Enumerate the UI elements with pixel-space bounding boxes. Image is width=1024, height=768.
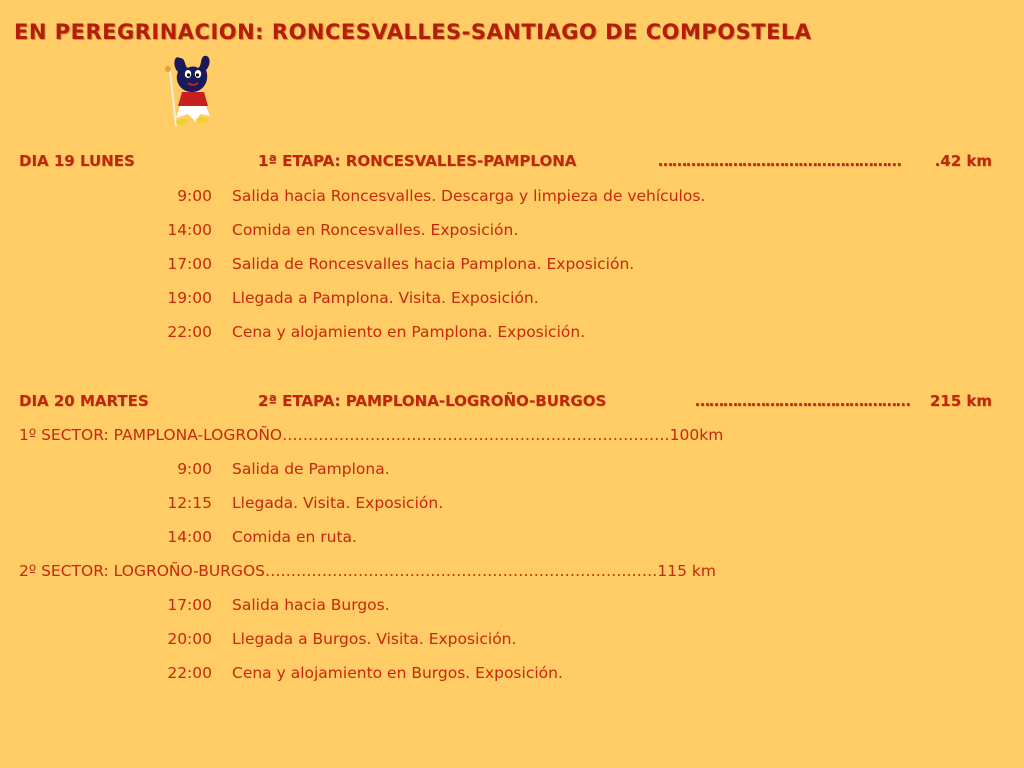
event-desc: Comida en Roncesvalles. Exposición.	[232, 221, 519, 239]
event-desc: Salida hacia Burgos.	[232, 596, 390, 614]
day-2-leader: ……………………………….………	[695, 392, 910, 410]
event-desc: Llegada a Pamplona. Visita. Exposición.	[232, 289, 539, 307]
day-1-leader: ………………………….…………………	[658, 152, 901, 170]
schedule-row	[0, 596, 1024, 620]
schedule-row	[0, 187, 1024, 211]
day-1-km: .42 km	[934, 152, 992, 170]
event-desc: Salida de Pamplona.	[232, 460, 390, 478]
sector-1-header	[0, 426, 1024, 450]
day-1-header	[0, 152, 1024, 176]
event-time: 20:00	[167, 630, 212, 648]
event-desc: Salida de Roncesvalles hacia Pamplona. Exposición.	[232, 255, 635, 273]
sector-2-header	[0, 562, 1024, 586]
schedule-row	[0, 323, 1024, 347]
event-desc: Cena y alojamiento en Burgos. Exposición.	[232, 664, 563, 682]
day-2-km: 215 km	[929, 392, 992, 410]
schedule-row	[0, 494, 1024, 518]
event-time: 9:00	[177, 187, 212, 205]
day-2-label: DIA 20 MARTES	[19, 392, 149, 410]
schedule-row	[0, 630, 1024, 654]
event-time: 17:00	[167, 596, 212, 614]
event-desc: Comida en ruta.	[232, 528, 357, 546]
event-time: 19:00	[167, 289, 212, 307]
schedule-row	[0, 289, 1024, 313]
event-desc: Cena y alojamiento en Pamplona. Exposición.	[232, 323, 586, 341]
pilgrim-mascot-icon	[160, 52, 222, 128]
day-2-stage: 2ª ETAPA: PAMPLONA-LOGROÑO-BURGOS	[258, 392, 607, 410]
day-1-label: DIA 19 LUNES	[19, 152, 135, 170]
schedule-row	[0, 664, 1024, 688]
event-time: 22:00	[167, 323, 212, 341]
event-time: 9:00	[177, 460, 212, 478]
event-time: 17:00	[167, 255, 212, 273]
event-time: 14:00	[167, 221, 212, 239]
day-2-header	[0, 392, 1024, 416]
schedule-row	[0, 460, 1024, 484]
schedule-row	[0, 255, 1024, 279]
event-time: 14:00	[167, 528, 212, 546]
day-1-stage: 1ª ETAPA: RONCESVALLES-PAMPLONA	[258, 152, 577, 170]
event-time: 12:15	[167, 494, 212, 512]
event-desc: Salida hacia Roncesvalles. Descarga y limpieza de vehículos.	[232, 187, 706, 205]
event-desc: Llegada. Visita. Exposición.	[232, 494, 444, 512]
event-time: 22:00	[167, 664, 212, 682]
schedule-row	[0, 528, 1024, 552]
schedule-row	[0, 221, 1024, 245]
event-desc: Llegada a Burgos. Visita. Exposición.	[232, 630, 517, 648]
page-title: EN PEREGRINACION: RONCESVALLES-SANTIAGO DE COMPOSTELA	[14, 20, 812, 44]
sector-1-label: 1º SECTOR: PAMPLONA-LOGROÑO…………………………………………………………………100km	[19, 426, 724, 444]
sector-2-label: 2º SECTOR: LOGROÑO-BURGOS…………………………………………………………….……115 km	[19, 562, 717, 580]
